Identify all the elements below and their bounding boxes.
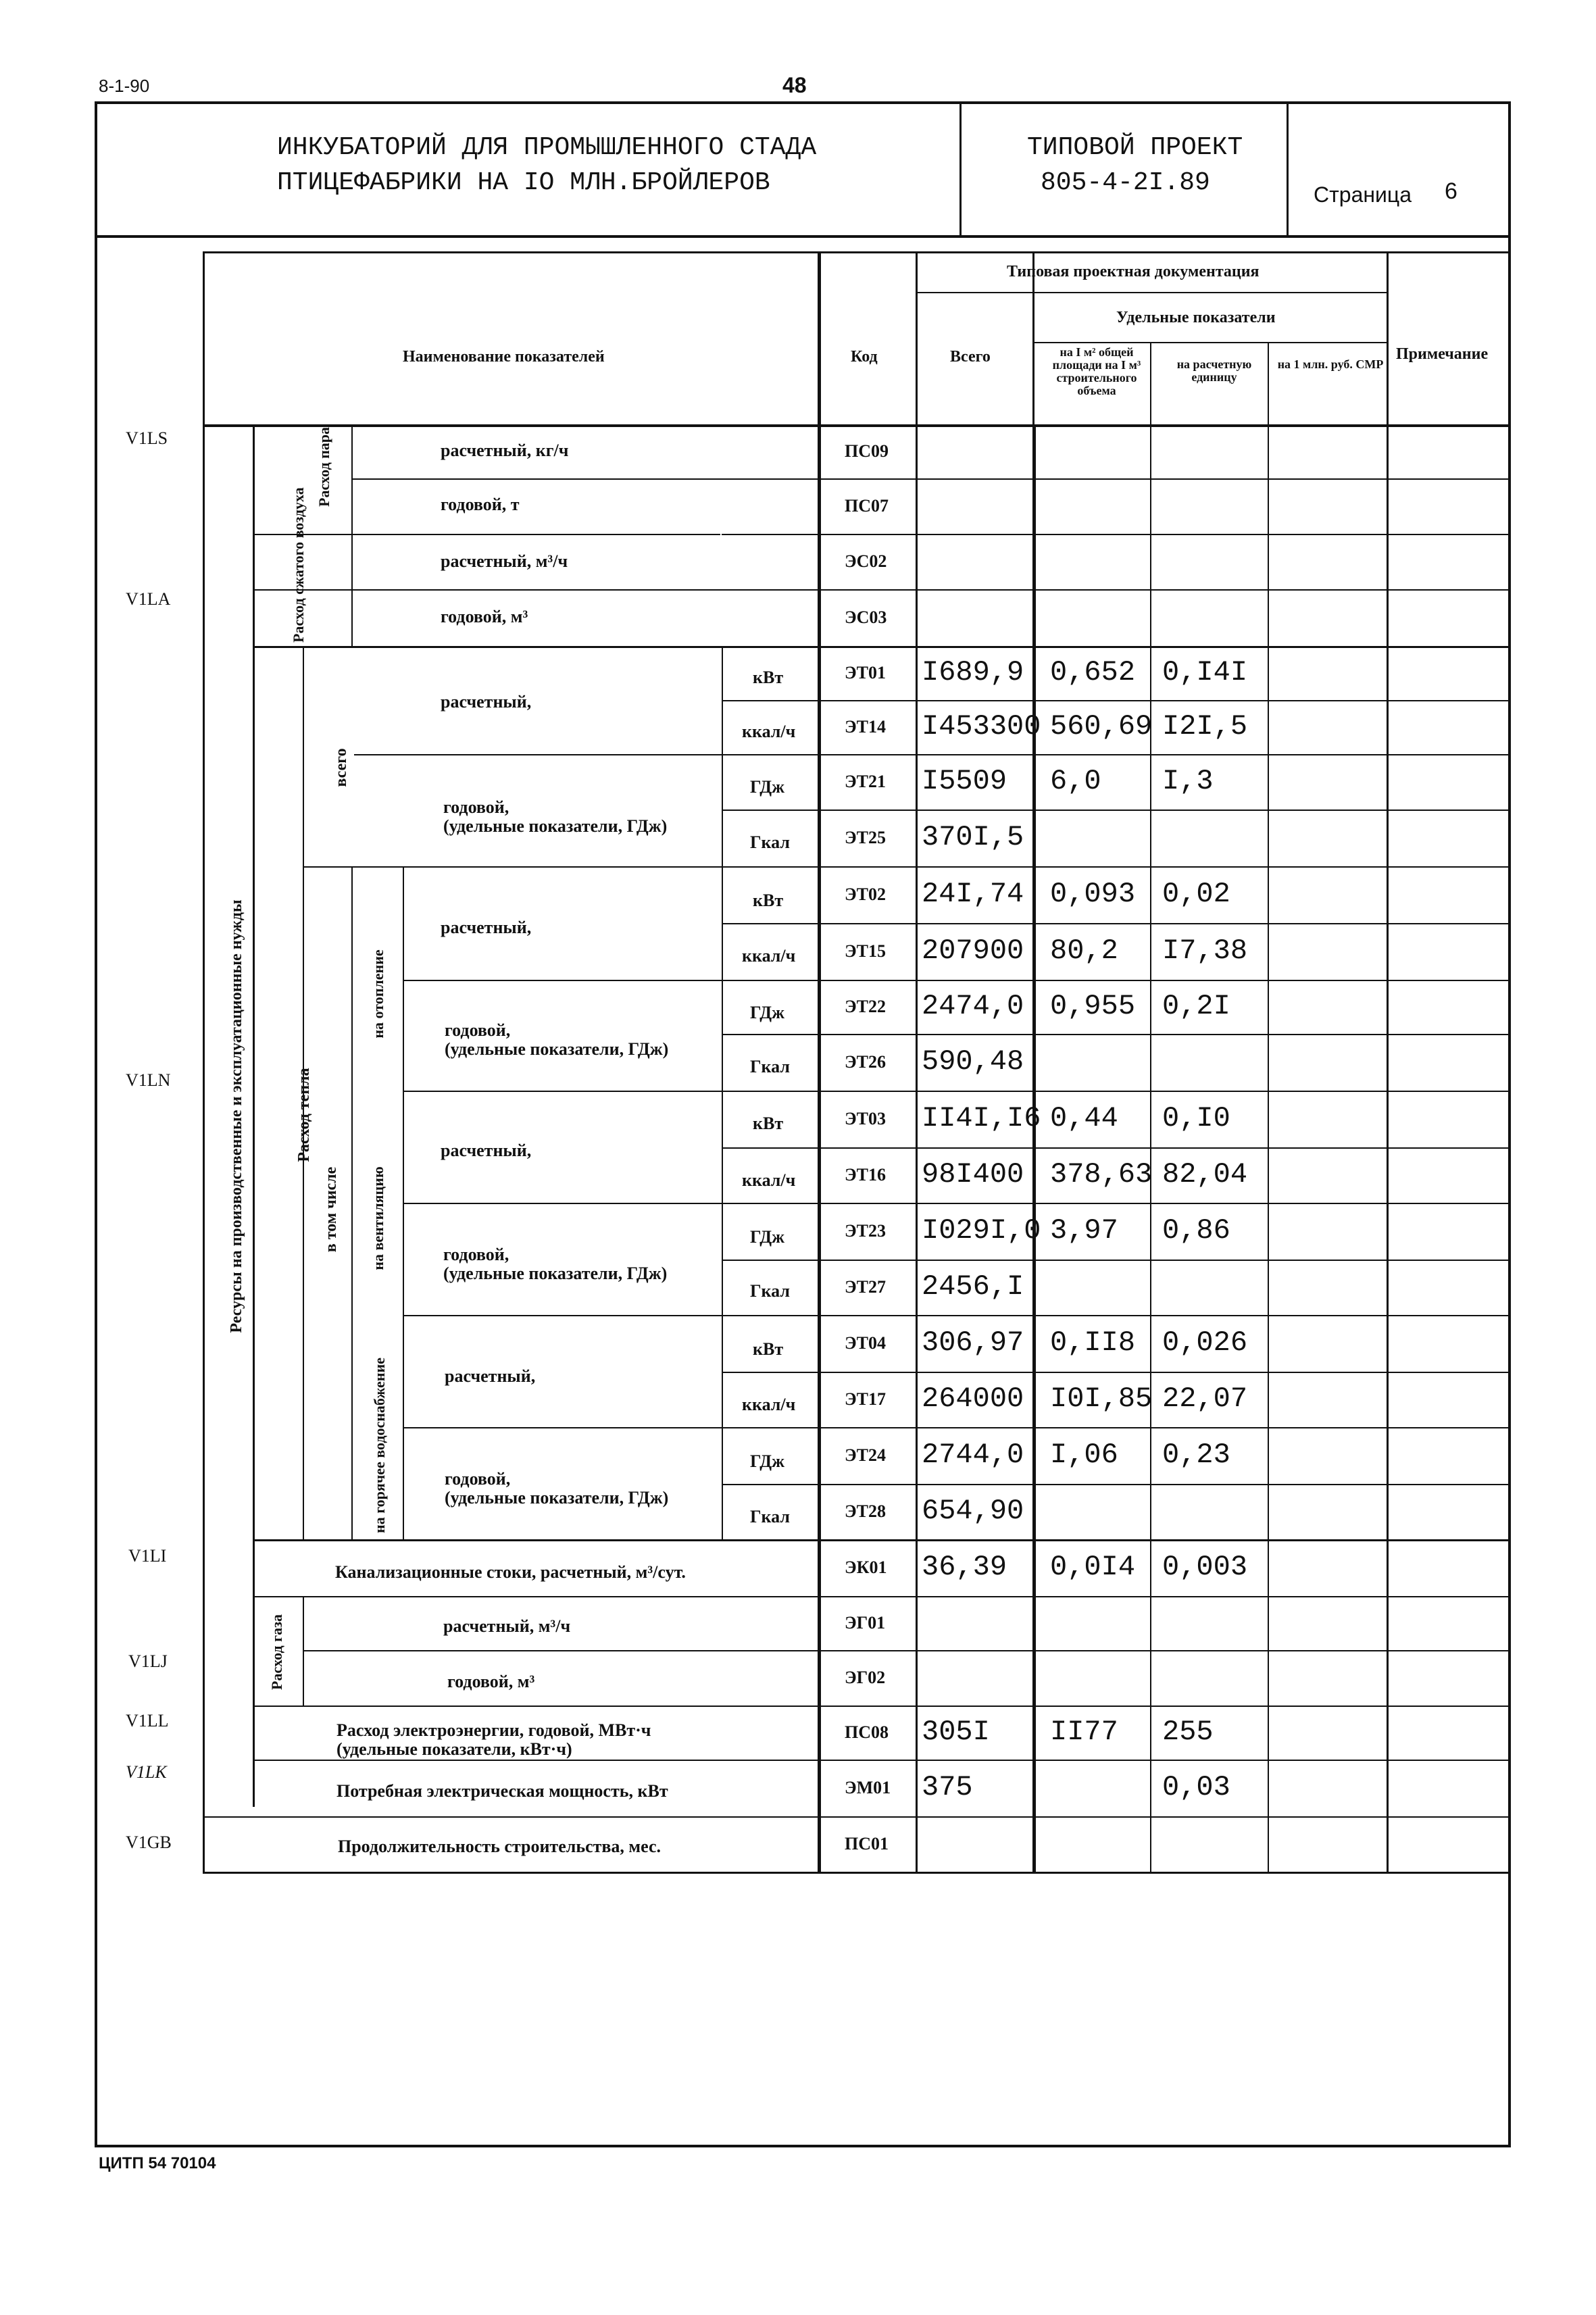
grid-line (722, 980, 1508, 981)
label-total-calc: расчетный, (441, 692, 532, 712)
grid-line (722, 1427, 1508, 1428)
row-total: I453300 (922, 710, 1041, 743)
grid-line (254, 1706, 1511, 1707)
row-per-m2: 378,63 (1050, 1158, 1153, 1191)
grid-line (254, 1539, 1511, 1541)
row-total: 375 (922, 1771, 973, 1803)
label-heating-year-1: годовой, (445, 1020, 511, 1040)
grid-line (203, 424, 1508, 427)
row-code: ПС09 (845, 441, 889, 461)
row-total: 36,39 (922, 1551, 1007, 1583)
grid-line (722, 534, 1508, 535)
row-total: 2456,I (922, 1270, 1024, 1303)
grid-line (722, 1091, 1508, 1092)
row-code: ЭТ24 (845, 1445, 886, 1465)
row-code: ПС08 (845, 1722, 889, 1742)
label-hw-year-1: годовой, (445, 1469, 511, 1489)
row-total: 370I,5 (922, 821, 1024, 853)
label-gas-calc: расчетный, м³/ч (443, 1616, 571, 1636)
row-code: ЭМ01 (845, 1778, 891, 1797)
grid-line (722, 700, 1508, 701)
unit-kcal: ккал/ч (742, 722, 796, 741)
row-code: ЭТ17 (845, 1389, 886, 1409)
row-per-m2: 0,955 (1050, 990, 1136, 1022)
row-per-unit: 0,86 (1162, 1214, 1230, 1247)
row-code: ЭТ27 (845, 1277, 886, 1297)
label-hw-year-2: (удельные показатели, ГДж) (445, 1488, 669, 1508)
row-code: ЭТ21 (845, 772, 886, 791)
header-per-m2: на I м² общей площади на I м³ строительного объема (1052, 345, 1141, 397)
group-heat: Расход тепла (295, 1068, 313, 1162)
grid-line (254, 1596, 1511, 1597)
row-code: ЭТ23 (845, 1221, 886, 1241)
grid-line (304, 866, 1493, 868)
grid-line (254, 534, 720, 535)
label-air-calc: расчетный, м³/ч (441, 551, 568, 571)
row-code: ЭТ04 (845, 1333, 886, 1353)
row-total: I5509 (922, 765, 1007, 797)
row-per-unit: 0,2I (1162, 990, 1230, 1022)
grid-line (722, 1484, 1508, 1485)
header-per-unit: на расчетную единицу (1176, 357, 1252, 384)
row-per-m2: 0,093 (1050, 878, 1136, 910)
label-vent-calc: расчетный, (441, 1141, 532, 1160)
label-electricity-1: Расход электроэнергии, годовой, МВт·ч (336, 1720, 651, 1740)
row-per-unit: 82,04 (1162, 1158, 1248, 1191)
grid-line (304, 1650, 818, 1651)
header-typical-doc: Типовая проектная документация (1007, 263, 1260, 280)
grid-line (203, 251, 1508, 253)
row-per-unit: 255 (1162, 1716, 1214, 1748)
row-per-m2: 0,II8 (1050, 1326, 1136, 1359)
group-resources: Ресурсы на производственные и эксплуатационные нужды (228, 899, 245, 1333)
row-per-m2: 0,0I4 (1050, 1551, 1136, 1583)
row-per-unit: I2I,5 (1162, 710, 1248, 743)
grid-line (722, 646, 723, 1539)
grid-line (254, 646, 1511, 648)
group-incl: в том числе (322, 1166, 340, 1253)
label-vent-year-1: годовой, (443, 1245, 509, 1264)
page-number: 48 (782, 73, 807, 97)
grid-line (404, 1315, 722, 1316)
grid-line (404, 980, 722, 981)
row-per-unit: I7,38 (1162, 935, 1248, 967)
project-label: ТИПОВОЙ ПРОЕКТ (1027, 133, 1243, 162)
header-code: Код (851, 348, 878, 366)
row-code: ЭТ14 (845, 717, 886, 737)
grid-line (722, 1372, 1508, 1373)
grid-line (916, 292, 1387, 293)
group-heating: на отопление (370, 949, 386, 1039)
unit-gj: ГДж (750, 777, 784, 797)
row-per-unit: I,3 (1162, 765, 1214, 797)
row-code: ЭГ01 (845, 1613, 886, 1633)
mark-v1ls: V1LS (126, 428, 168, 448)
mark-v1lk: V1LK (126, 1762, 167, 1782)
row-code: ЭТ01 (845, 663, 886, 682)
row-per-m2: 3,97 (1050, 1214, 1118, 1247)
row-per-m2: I,06 (1050, 1439, 1118, 1471)
grid-line (818, 251, 821, 1873)
row-total: 207900 (922, 935, 1024, 967)
grid-line (404, 1427, 722, 1428)
grid-line (351, 866, 353, 1539)
unit-kw: кВт (753, 1339, 784, 1359)
row-code: ЭТ26 (845, 1052, 886, 1072)
row-per-unit: 0,I0 (1162, 1102, 1230, 1135)
grid-line (1032, 424, 1036, 1873)
row-per-m2: II77 (1050, 1716, 1118, 1748)
grid-line (1150, 342, 1151, 1872)
row-per-unit: 0,026 (1162, 1326, 1248, 1359)
grid-line (351, 424, 353, 646)
unit-kw: кВт (753, 891, 784, 910)
mark-v1li: V1LI (128, 1546, 167, 1566)
label-steam-year: годовой, т (441, 495, 520, 514)
grid-line (254, 589, 1376, 591)
header-total: Всего (950, 348, 991, 366)
row-per-m2: I0I,85 (1050, 1383, 1153, 1415)
row-code: ЭС03 (845, 607, 887, 627)
grid-line (404, 1091, 722, 1092)
row-total: 590,48 (922, 1045, 1024, 1078)
grid-line (722, 1034, 1508, 1035)
label-total-year-1: годовой, (443, 797, 509, 817)
row-per-m2: 6,0 (1050, 765, 1101, 797)
header-specific: Удельные показатели (1116, 309, 1276, 326)
title-line-2: ПТИЦЕФАБРИКИ НА IO МЛН.БРОЙЛЕРОВ (277, 168, 770, 197)
row-code: ЭТ03 (845, 1109, 886, 1128)
row-total: 98I400 (922, 1158, 1024, 1191)
grid-line (722, 923, 1508, 924)
grid-line (916, 251, 918, 1873)
grid-line (253, 424, 255, 1807)
grid-line (203, 1872, 1508, 1874)
row-code: ЭТ16 (845, 1165, 886, 1185)
mark-v1ln: V1LN (126, 1070, 171, 1090)
sheet-number: 6 (1445, 178, 1457, 204)
grid-line (722, 1650, 1508, 1651)
row-code: ЭТ25 (845, 828, 886, 847)
mark-v1la: V1LA (126, 589, 171, 609)
group-ventilation: на вентиляцию (370, 1166, 386, 1270)
label-total-year-2: (удельные показатели, ГДж) (443, 816, 668, 836)
project-code: 805-4-2I.89 (1041, 168, 1210, 197)
label-electricity-2: (удельные показатели, кВт·ч) (336, 1739, 572, 1759)
row-code: ЭС02 (845, 551, 887, 571)
doc-number: 8-1-90 (99, 76, 150, 96)
grid-line (722, 1203, 1508, 1204)
row-per-m2: 0,44 (1050, 1102, 1118, 1135)
row-total: I689,9 (922, 656, 1024, 689)
unit-gj: ГДж (750, 1003, 784, 1022)
unit-kcal: ккал/ч (742, 1395, 796, 1414)
header-per-mln: на 1 млн. руб. СМР (1277, 357, 1384, 371)
unit-kcal: ккал/ч (742, 946, 796, 966)
row-per-unit: 0,003 (1162, 1551, 1248, 1583)
label-gas-year: годовой, м³ (447, 1672, 535, 1691)
grid-line (353, 478, 819, 480)
title-line-1: ИНКУБАТОРИЙ ДЛЯ ПРОМЫШЛЕННОГО СТАДА (277, 133, 817, 162)
unit-gcal: Гкал (750, 1057, 790, 1076)
row-total: 264000 (922, 1383, 1024, 1415)
grid-line (203, 1816, 1508, 1818)
row-per-m2: 0,652 (1050, 656, 1136, 689)
row-total: I029I,0 (922, 1214, 1041, 1247)
group-air: Расход сжатого воздуха (290, 487, 307, 643)
group-gas: Расход газа (268, 1614, 285, 1690)
group-steam: Расход пара (316, 427, 332, 507)
label-power: Потребная электрическая мощность, кВт (336, 1781, 668, 1801)
row-per-unit: 0,I4I (1162, 656, 1248, 689)
grid-line (254, 1760, 1511, 1761)
grid-line (722, 810, 1508, 811)
sheet-label: Страница (1314, 182, 1412, 207)
grid-line (404, 1203, 722, 1204)
unit-gcal: Гкал (750, 1281, 790, 1301)
group-hot-water: на горячее водоснабжение (371, 1358, 388, 1533)
label-heating-calc: расчетный, (441, 918, 532, 937)
row-code: ЭТ28 (845, 1501, 886, 1521)
row-per-m2: 80,2 (1050, 935, 1118, 967)
grid-line (722, 754, 1508, 755)
unit-kw: кВт (753, 668, 784, 687)
mark-v1ll: V1LL (126, 1711, 169, 1731)
row-per-unit: 22,07 (1162, 1383, 1248, 1415)
grid-line (1387, 251, 1389, 1873)
row-total: 24I,74 (922, 878, 1024, 910)
unit-kw: кВт (753, 1114, 784, 1133)
row-per-unit: 0,02 (1162, 878, 1230, 910)
row-code: ЭТ15 (845, 941, 886, 961)
grid-line (722, 478, 1508, 480)
unit-gcal: Гкал (750, 832, 790, 852)
footer-code: ЦИТП 54 70104 (99, 2154, 216, 2172)
unit-gcal: Гкал (750, 1507, 790, 1526)
label-sewage: Канализационные стоки, расчетный, м³/сут. (335, 1562, 686, 1582)
grid-line (722, 1260, 1508, 1261)
row-code: ПС01 (845, 1834, 889, 1853)
row-per-unit: 0,03 (1162, 1771, 1230, 1803)
grid-line (203, 251, 205, 1872)
group-total: всего (332, 748, 350, 787)
row-total: 2474,0 (922, 990, 1024, 1022)
row-per-unit: 0,23 (1162, 1439, 1230, 1471)
label-heating-year-2: (удельные показатели, ГДж) (445, 1039, 669, 1059)
mark-v1lj: V1LJ (128, 1651, 168, 1671)
row-code: ПС07 (845, 496, 889, 516)
label-air-year: годовой, м³ (441, 607, 528, 626)
grid-line (722, 1147, 1508, 1149)
row-code: ЭТ02 (845, 885, 886, 904)
row-code: ЭГ02 (845, 1668, 886, 1687)
grid-line (722, 1315, 1508, 1316)
mark-v1gb: V1GB (126, 1833, 172, 1852)
label-vent-year-2: (удельные показатели, ГДж) (443, 1264, 668, 1283)
row-total: 654,90 (922, 1495, 1024, 1527)
row-per-m2: 560,69 (1050, 710, 1153, 743)
grid-line (1268, 342, 1269, 1872)
grid-line (1032, 342, 1387, 343)
row-code: ЭТ22 (845, 997, 886, 1016)
label-steam-calc: расчетный, кг/ч (441, 441, 569, 460)
header-name: Наименование показателей (403, 348, 605, 366)
row-total: 2744,0 (922, 1439, 1024, 1471)
grid-line (354, 754, 722, 755)
label-hw-calc: расчетный, (445, 1366, 536, 1386)
row-total: 306,97 (922, 1326, 1024, 1359)
unit-gj: ГДж (750, 1451, 784, 1471)
header-note: Примечание (1396, 345, 1489, 363)
row-code: ЭК01 (845, 1558, 887, 1577)
row-total: II4I,I6 (922, 1102, 1041, 1135)
unit-gj: ГДж (750, 1227, 784, 1247)
row-total: 305I (922, 1716, 990, 1748)
unit-kcal: ккал/ч (742, 1170, 796, 1190)
label-duration: Продолжительность строительства, мес. (338, 1837, 662, 1856)
